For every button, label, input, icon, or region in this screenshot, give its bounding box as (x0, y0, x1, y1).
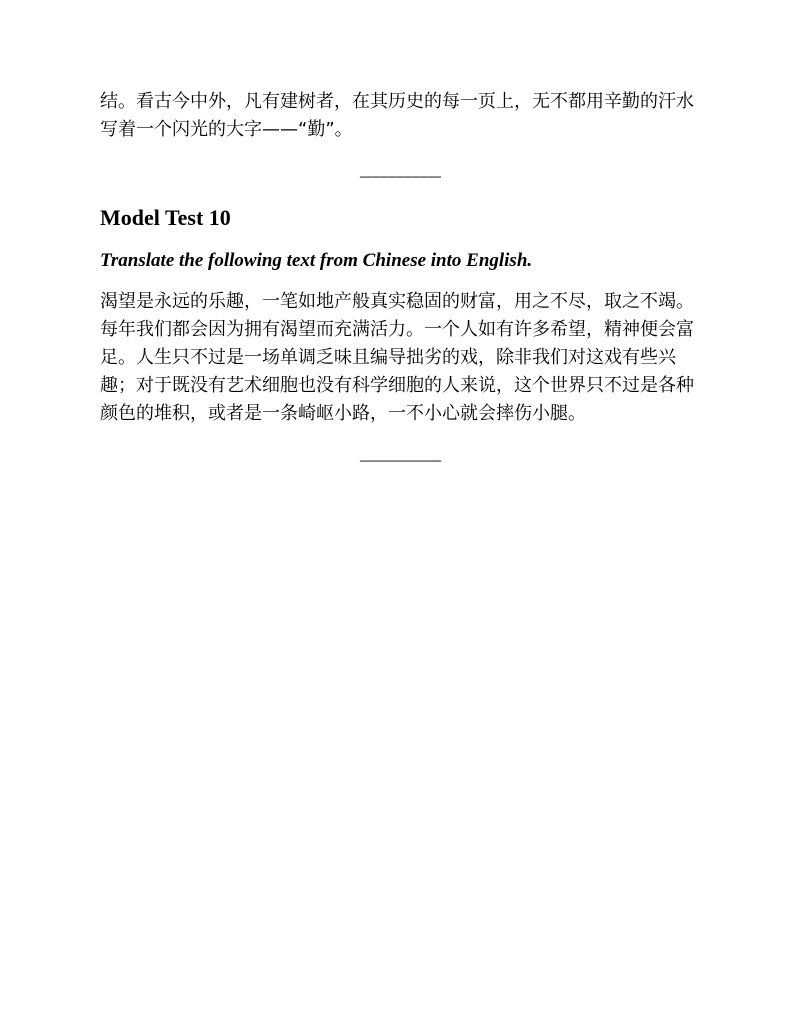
document-page (100, 88, 700, 464)
passage-paragraph: 渴望是永远的乐趣，一笔如地产般真实稳固的财富，用之不尽，取之不竭。每年我们都会因为拥有渴望而充满活力。一个人如有许多希望，精神便会富足。人生只不过是一场单调乏味且编导拙劣的戏，除非我们对这戏有些兴趣；对于既没有艺术细胞也没有科学细胞的人来说，这个世界只不过是各种颜色的堆积，或者是一条崎岖小路，一不小心就会摔伤小腿。 (100, 291, 694, 424)
instruction-text: Translate the following text from Chinese into English. (100, 250, 533, 271)
section-title: Model Test 10 (100, 205, 231, 230)
section-divider: __________ (360, 159, 440, 179)
end-divider: __________ (360, 443, 440, 463)
continued-paragraph: 结。看古今中外，凡有建树者，在其历史的每一页上，无不都用辛勤的汗水写着一个闪光的大字——“勤”。 (100, 91, 694, 140)
